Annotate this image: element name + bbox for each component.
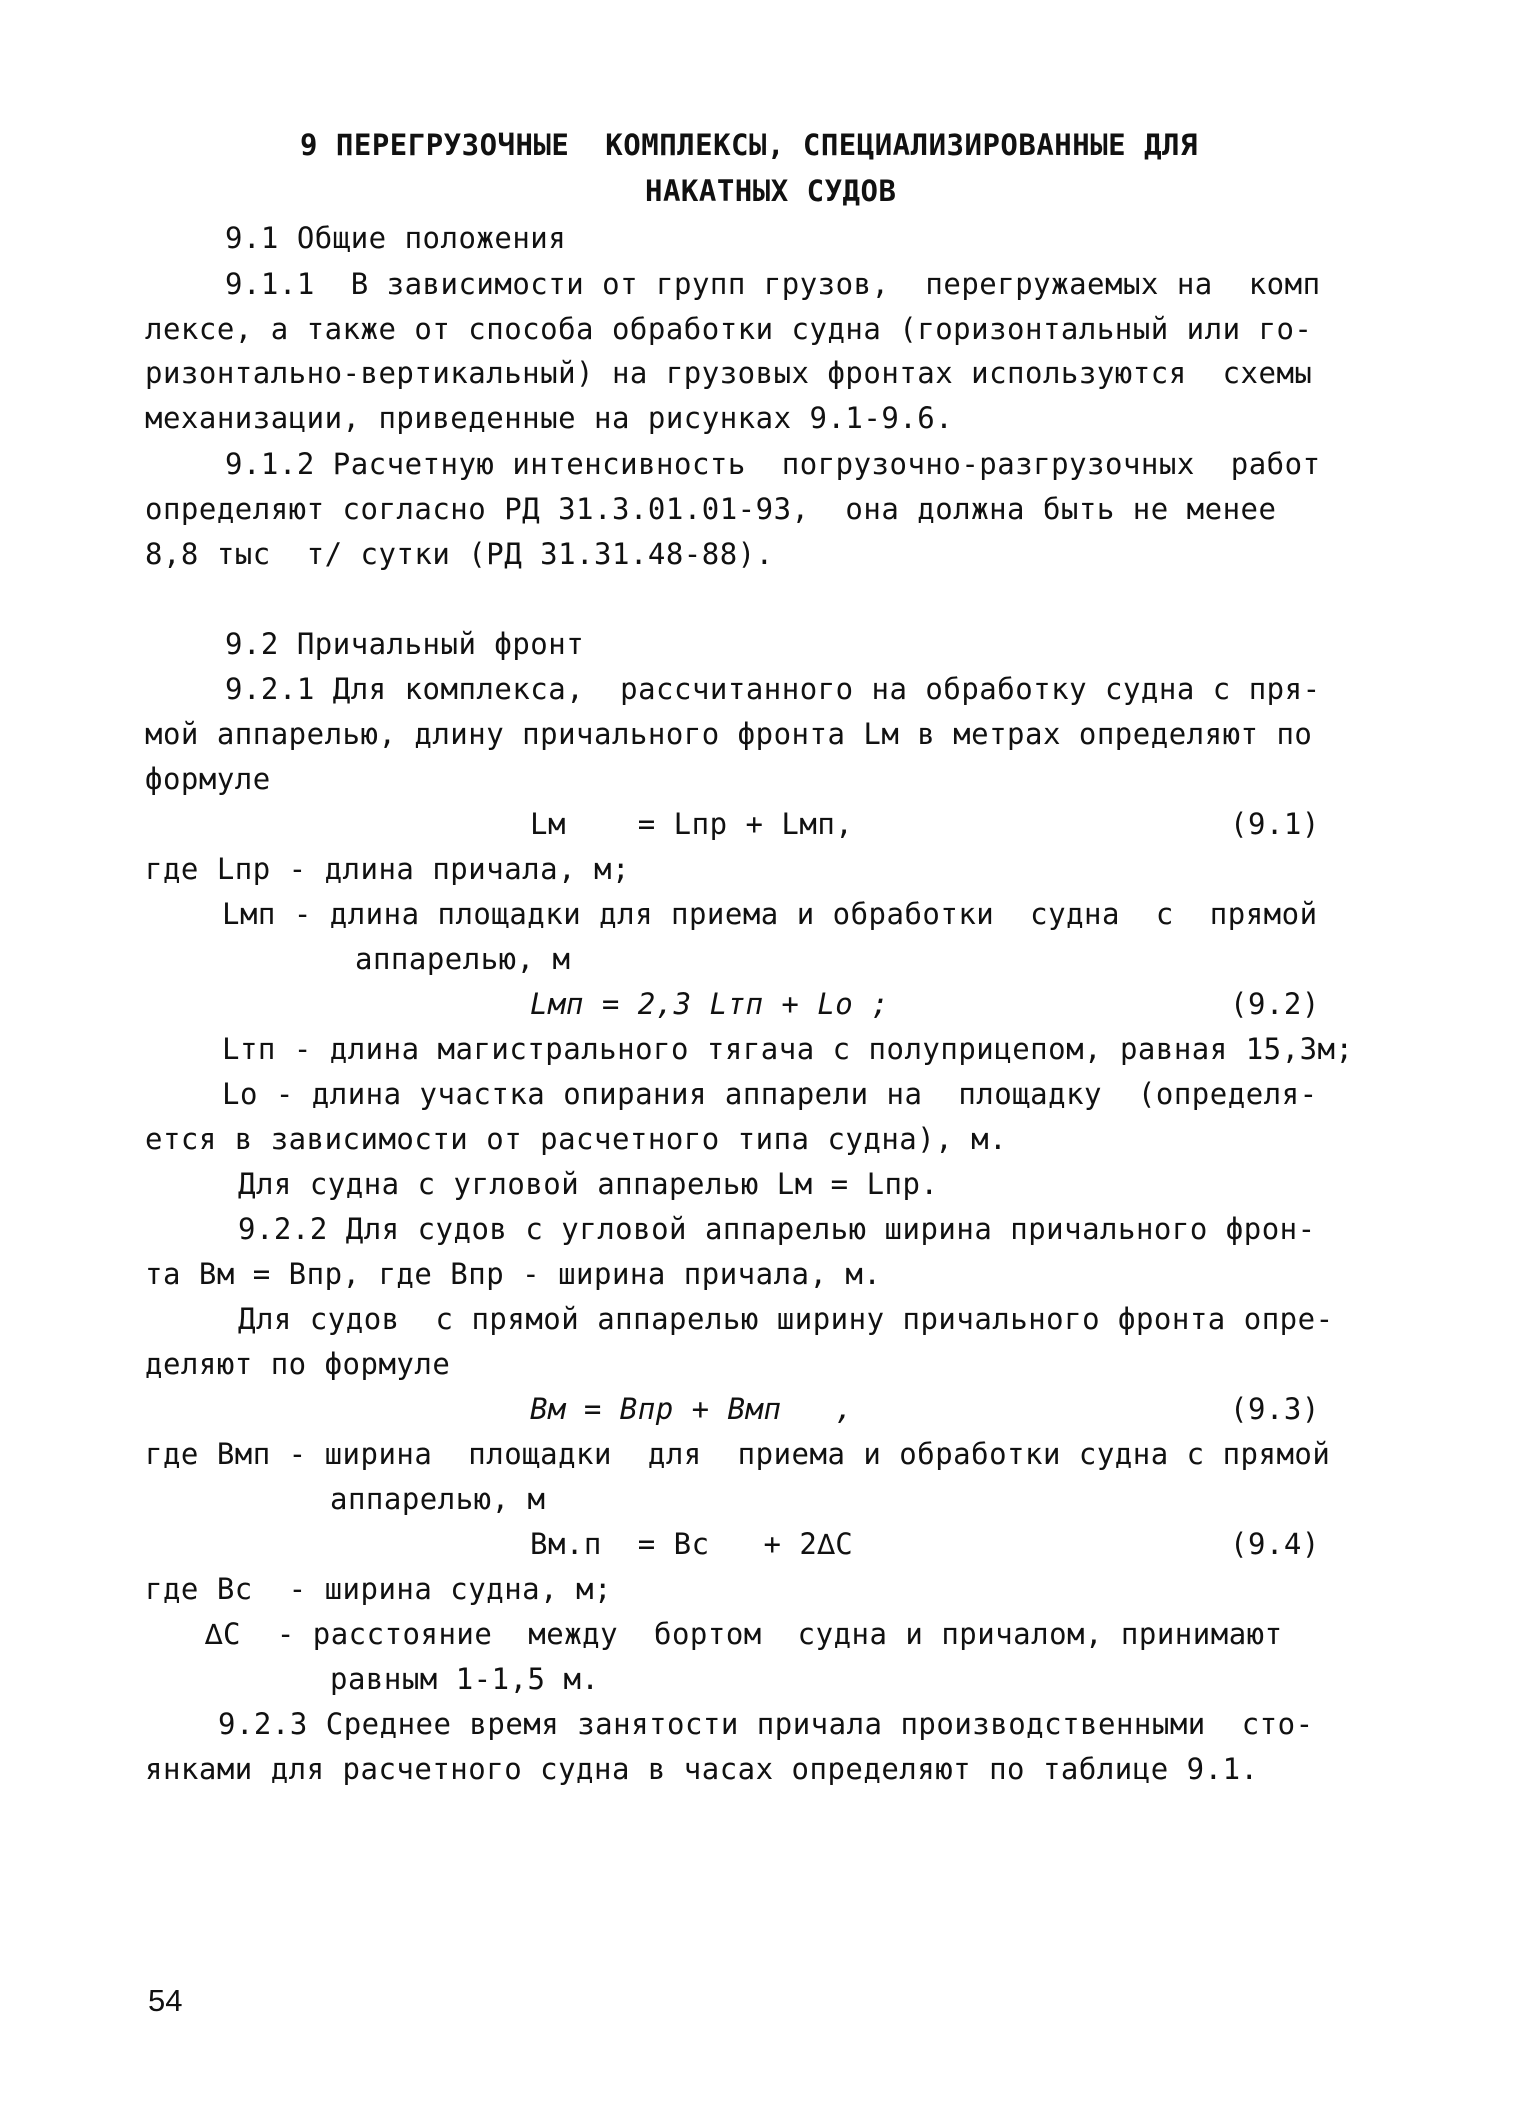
formula-where-line: Для судна с угловой аппарелью Lм = Lпр. bbox=[238, 1167, 939, 1201]
formula-number-9-1: (9.1) bbox=[1230, 807, 1320, 841]
formula-9-2: Lмп = 2,3 Lтп + Lо ; bbox=[530, 987, 890, 1021]
paragraph-line: формуле bbox=[145, 762, 271, 796]
formula-where-line: ∆С - расстояние между бортом судна и причалом, принимают bbox=[205, 1617, 1283, 1651]
formula-where-line: Lтп - длина магистрального тягача с полуприцепом, равная 15,3м; bbox=[222, 1032, 1354, 1066]
formula-where-line: аппарелью, м bbox=[355, 942, 571, 976]
formula-where-line: равным 1-1,5 м. bbox=[330, 1662, 600, 1696]
section-title-line-2: НАКАТНЫХ СУДОВ bbox=[645, 174, 897, 208]
subsection-heading-9-2: 9.2 Причальный фронт bbox=[225, 627, 585, 661]
formula-where-line: где Lпр - длина причала, м; bbox=[145, 852, 630, 886]
paragraph-line: определяют согласно РД 31.3.01.01-93, она должна быть не менее bbox=[145, 492, 1277, 526]
paragraph-line: деляют по формуле bbox=[145, 1347, 451, 1381]
formula-where-line: где Bмп - ширина площадки для приема и обработки судна с прямой bbox=[145, 1437, 1331, 1471]
formula-where-line: аппарелью, м bbox=[330, 1482, 546, 1516]
paragraph-line: ризонтально-вертикальный) на грузовых фронтах используются схемы bbox=[145, 356, 1313, 390]
paragraph-line: лексе, а также от способа обработки судна (горизонтальный или го- bbox=[145, 312, 1313, 346]
paragraph-line: 9.2.1 Для комплекса, рассчитанного на обработку судна с пря- bbox=[225, 672, 1321, 706]
subsection-heading-9-1: 9.1 Общие положения bbox=[225, 221, 567, 255]
paragraph-line: янками для расчетного судна в часах определяют по таблице 9.1. bbox=[145, 1752, 1259, 1786]
formula-where-line: где Bс - ширина судна, м; bbox=[145, 1572, 612, 1606]
formula-9-4: Bм.п = Bс + 2∆С bbox=[530, 1527, 854, 1561]
formula-where-line: ется в зависимости от расчетного типа судна), м. bbox=[145, 1122, 1008, 1156]
formula-where-line: Lмп - длина площадки для приема и обработки судна с прямой bbox=[222, 897, 1318, 931]
paragraph-line: 9.2.3 Среднее время занятости причала производственными сто- bbox=[218, 1707, 1314, 1741]
section-title-line-1: 9 ПЕРЕГРУЗОЧНЫЕ КОМПЛЕКСЫ, СПЕЦИАЛИЗИРОВАННЫЕ ДЛЯ bbox=[300, 128, 1198, 162]
page-number: 54 bbox=[148, 1983, 183, 2018]
paragraph-line: 8,8 тыс т/ сутки (РД 31.31.48-88). bbox=[145, 537, 774, 571]
formula-9-1: Lм = Lпр + Lмп, bbox=[530, 807, 854, 841]
paragraph-line: 9.1.1 В зависимости от групп грузов, перегружаемых на комп bbox=[225, 267, 1321, 301]
paragraph-line: мой аппарелью, длину причального фронта Lм в метрах определяют по bbox=[145, 717, 1313, 751]
formula-9-3: Bм = Bпр + Bмп , bbox=[530, 1392, 854, 1426]
paragraph-line: та Bм = Bпр, где Bпр - ширина причала, м. bbox=[145, 1257, 882, 1291]
paragraph-line: 9.1.2 Расчетную интенсивность погрузочно-разгрузочных работ bbox=[225, 447, 1321, 481]
paragraph-line: механизации, приведенные на рисунках 9.1-9.6. bbox=[145, 401, 954, 435]
formula-number-9-3: (9.3) bbox=[1230, 1392, 1320, 1426]
formula-number-9-4: (9.4) bbox=[1230, 1527, 1320, 1561]
paragraph-line: 9.2.2 Для судов с угловой аппарелью ширина причального фрон- bbox=[238, 1212, 1316, 1246]
formula-number-9-2: (9.2) bbox=[1230, 987, 1320, 1021]
formula-where-line: Lо - длина участка опирания аппарели на площадку (определя- bbox=[222, 1077, 1318, 1111]
paragraph-line: Для судов с прямой аппарелью ширину причального фронта опре- bbox=[238, 1302, 1334, 1336]
